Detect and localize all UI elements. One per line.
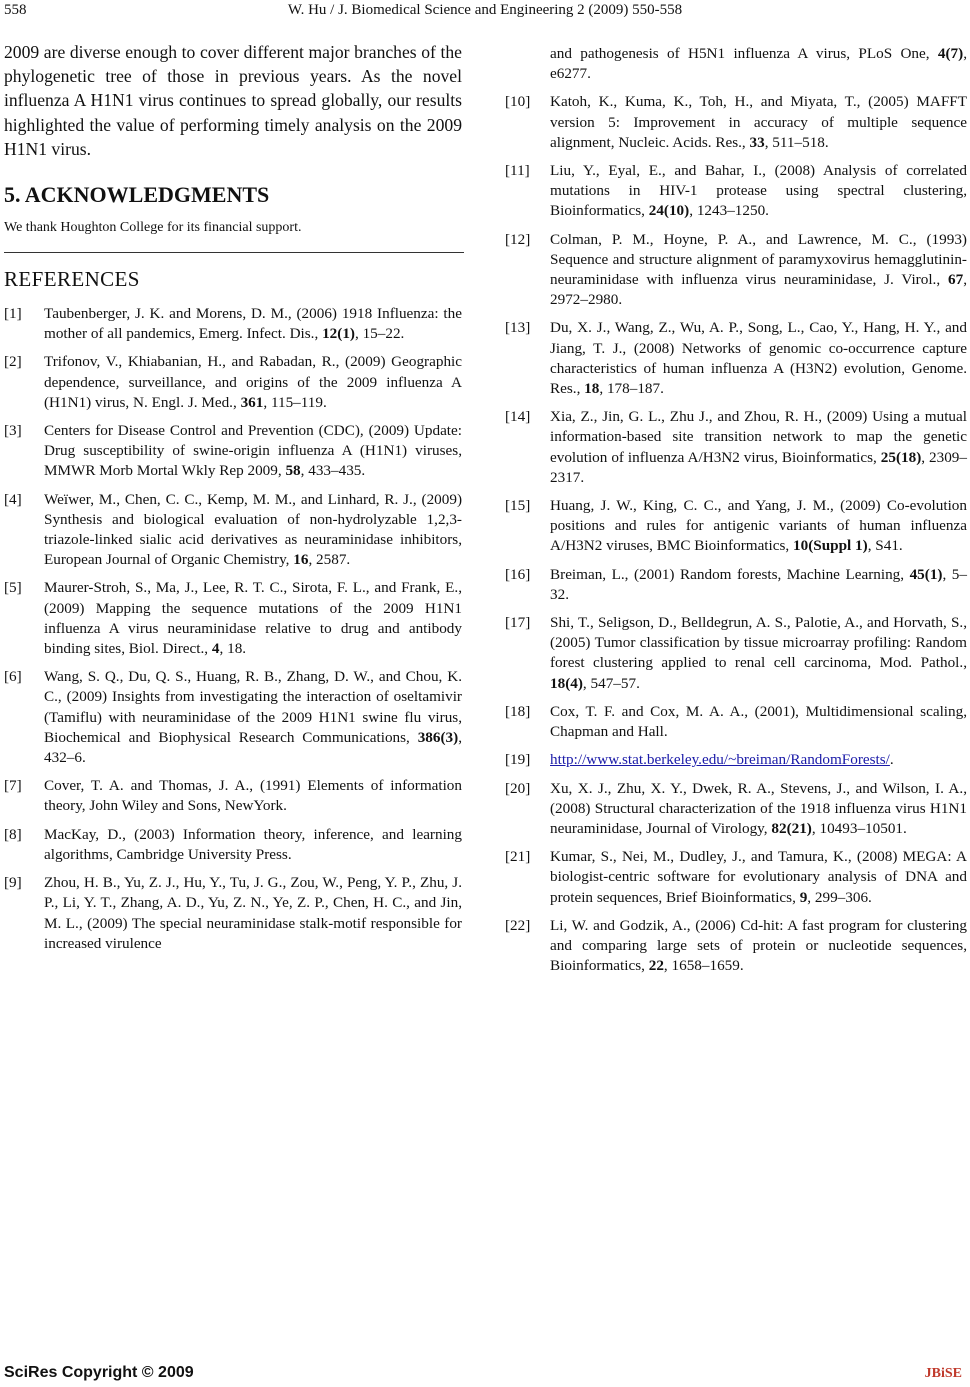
ref-pages: , 18. xyxy=(219,640,247,658)
ref-volume: 12(1) xyxy=(322,325,355,343)
reference-number: [16] xyxy=(505,565,531,583)
ref-pages: , e6277. xyxy=(550,45,967,83)
references-list-left xyxy=(4,304,462,954)
left-column xyxy=(4,40,462,962)
reference-number: [18] xyxy=(505,702,531,720)
ref-volume: 4(7) xyxy=(937,45,964,62)
ref-pages: , 2972–2980. xyxy=(550,271,967,309)
reference-item xyxy=(4,421,462,482)
ref-text: Shi, T., Seligson, D., Belldegrun, A. S., Palotie, A., and Horvath, S., (2005) Tumor classification by tissue microarray profiling: Random forest clustering applied to renal cell carcinoma, Mod. Pathol., xyxy=(550,614,967,672)
ref-pages: , 115–119. xyxy=(263,393,327,411)
page-number: 558 xyxy=(4,2,27,18)
ref-pages: , 511–518. xyxy=(764,133,829,151)
reference-number: [13] xyxy=(505,319,531,337)
reference-link[interactable]: http://www.stat.berkeley.edu/~breiman/RandomForests/ xyxy=(550,751,890,769)
ref-volume: 25(18) xyxy=(880,448,922,466)
reference-item xyxy=(505,407,967,488)
ref-pages: , 2309–2317. xyxy=(550,448,967,486)
ref-text: Weïwer, M., Chen, C. C., Kemp, M. M., and Linhard, R. J., (2009) Synthesis and biological evaluation of non-hydrolyzable 1,2,3-triazole-linked sialic acid derivatives as neuraminidase inhibitors, European Journal of Organic Chemistry, xyxy=(44,490,462,569)
reference-number: [11] xyxy=(505,162,530,180)
ref-text: Trifonov, V., Khiabanian, H., and Rabadan, R., (2009) Geographic dependence, surveillance, and origins of the 2009 influenza A (H1N1) virus, N. Engl. J. Med., xyxy=(44,353,462,411)
ref-volume: 386(3) xyxy=(417,728,459,746)
ref-volume: 18(4) xyxy=(550,674,583,692)
reference-number: [4] xyxy=(4,490,22,508)
ref-pages: , 299–306. xyxy=(807,888,872,906)
reference-number: [8] xyxy=(4,825,22,843)
reference-number: [6] xyxy=(4,668,22,686)
ref-pages: , S41. xyxy=(867,537,903,555)
reference-item xyxy=(505,496,967,557)
ref-volume: 16 xyxy=(293,551,309,569)
reference-item xyxy=(505,565,967,605)
reference-number: [19] xyxy=(505,751,531,769)
reference-number: [17] xyxy=(505,614,531,632)
ref-volume: 67 xyxy=(948,271,964,289)
ref-text: Zhou, H. B., Yu, Z. J., Hu, Y., Tu, J. G., Zou, W., Peng, Y. P., Zhu, J. P., Li, Y. T., Zhang, A. D., Yu, Z. N., Ye, Z. P., Chen, H. C., and Jin, M. L., (2009) The special neuraminidase stalk-motif responsible for increased virulence xyxy=(44,874,462,952)
reference-item xyxy=(505,92,967,153)
reference-item xyxy=(505,613,967,694)
reference-number: [9] xyxy=(4,874,22,892)
reference-item xyxy=(4,578,462,659)
reference-item xyxy=(4,490,462,571)
ref-volume: 24(10) xyxy=(648,202,690,220)
ref-volume: 18 xyxy=(584,380,600,398)
running-title: W. Hu / J. Biomedical Science and Engineering 2 (2009) 550-558 xyxy=(287,2,683,18)
reference-item xyxy=(505,318,967,399)
ref-pages: , 178–187. xyxy=(599,380,664,398)
journal-name: JBiSE xyxy=(924,1366,962,1381)
reference-item xyxy=(4,304,462,344)
ref-pages: , 5–32. xyxy=(550,565,967,603)
ref-volume: 4 xyxy=(211,640,220,658)
reference-number: [10] xyxy=(505,93,531,111)
ref-text: Centers for Disease Control and Prevention (CDC), (2009) Update: Drug susceptibility of swine-origin influenza A (H1N1) viruses, MMWR Morb Mortal Wkly Rep 2009, xyxy=(44,422,462,480)
reference-item xyxy=(4,825,462,865)
ref-text: Breiman, L., (2001) Random forests, Machine Learning, xyxy=(550,565,910,583)
reference-item xyxy=(505,230,967,311)
ref-pages: , 433–435. xyxy=(300,462,366,480)
copyright-notice: SciRes Copyright © 2009 xyxy=(4,1364,194,1381)
ref-pages: , 2587. xyxy=(308,551,351,569)
ref-text: Maurer-Stroh, S., Ma, J., Lee, R. T. C., Sirota, F. L., and Frank, E., (2009) Mapping the sequence mutations of the 2009 H1N1 influenza A virus neuraminidase relative to drug and antibody binding sites, Biol. Direct., xyxy=(44,579,462,658)
ref-volume: 10(Suppl 1) xyxy=(793,537,868,555)
ref-pages: , 1658–1659. xyxy=(663,957,744,975)
ref-pages: , 432–6. xyxy=(44,728,462,767)
running-header xyxy=(0,2,970,22)
right-column xyxy=(505,44,967,984)
ref-pages: , 15–22. xyxy=(354,325,405,343)
ref-pages: . xyxy=(889,751,894,769)
ref-text: Cover, T. A. and Thomas, J. A., (1991) Elements of information theory, John Wiley and Sons, NewYork. xyxy=(44,777,462,815)
ref-text: MacKay, D., (2003) Information theory, inference, and learning algorithms, Cambridge University Press. xyxy=(44,825,462,863)
ref-text: and pathogenesis of H5N1 influenza A virus, PLoS One, xyxy=(550,45,938,62)
ref-volume: 9 xyxy=(799,888,808,906)
reference-number: [1] xyxy=(4,305,22,323)
reference-number: [12] xyxy=(505,230,531,248)
ref-pages: , 547–57. xyxy=(582,674,640,692)
ref-text: Li, W. and Godzik, A., (2006) Cd-hit: A fast program for clustering and comparing large sets of protein or nucleotide sequences, Bioinformatics, xyxy=(550,916,967,975)
reference-number: [2] xyxy=(4,353,22,371)
ref-text: Katoh, K., Kuma, K., Toh, H., and Miyata, T., (2005) MAFFT version 5: Improvement in accuracy of multiple sequence alignment, Nucleic. Acids. Res., xyxy=(550,93,967,151)
intro-paragraph: 2009 are diverse enough to cover different major branches of the phylogenetic tree of those in previous years. As the novel influenza A H1N1 virus continues to spread globally, our results highlighted the value of performing timely analysis on the 2009 H1N1 virus. xyxy=(4,42,462,159)
reference-number: [22] xyxy=(505,916,531,934)
reference-item xyxy=(505,779,967,840)
ref-text: Liu, Y., Eyal, E., and Bahar, I., (2008) Analysis of correlated mutations in HIV-1 protease using spectral clustering, Bioinformatics, xyxy=(550,162,967,220)
reference-number: [14] xyxy=(505,408,531,426)
ref-text: Cox, T. F. and Cox, M. A. A., (2001), Multidimensional scaling, Chapman and Hall. xyxy=(550,702,967,741)
ref-text: Xu, X. J., Zhu, X. Y., Dwek, R. A., Stevens, J., and Wilson, I. A., (2008) Structural characterization of the 1918 influenza virus H1N1 neuraminidase, Journal of Virology, xyxy=(550,779,967,837)
acknowledgments-text: We thank Houghton College for its financial support. xyxy=(4,220,302,236)
ref-text: Huang, J. W., King, C. C., and Yang, J. M., (2009) Co-evolution positions and rules for antigenic variants of human influenza A/H3N2 viruses, BMC Bioinformatics, xyxy=(550,497,967,555)
reference-number: [3] xyxy=(4,422,22,440)
reference-number: [15] xyxy=(505,497,531,515)
reference-item xyxy=(505,702,967,742)
section-divider xyxy=(4,252,464,253)
ref-volume: 33 xyxy=(749,133,765,151)
reference-item xyxy=(505,750,967,770)
ref-volume: 361 xyxy=(240,393,264,411)
reference-number: [21] xyxy=(505,848,531,866)
reference-number: [5] xyxy=(4,579,22,597)
ref-text: Xia, Z., Jin, G. L., Zhu J., and Zhou, R. H., (2009) Using a mutual information-based site transition network to map the genetic evolution of influenza A/H3N2 virus, Bioinformatics, xyxy=(550,408,967,466)
reference-number: [7] xyxy=(4,777,22,795)
reference-item xyxy=(4,667,462,768)
ref-text: Wang, S. Q., Du, Q. S., Huang, R. B., Zhang, D. W., and Chou, K. C., (2009) Insights from investigating the interaction of oseltamivir (Tamiflu) with neuraminidase of the 2009 H1N1 swine flu virus, Biochemical and Biophysical Research Communications, xyxy=(44,668,462,746)
reference-item xyxy=(505,916,967,977)
references-title: REFERENCES xyxy=(4,267,140,292)
ref-volume: 58 xyxy=(285,462,301,480)
ref-text: Colman, P. M., Hoyne, P. A., and Lawrence, M. C., (1993) Sequence and structure alignment of paramyxovirus hemagglutinin-neuraminidase with influenza virus neuraminidase, J. Virol., xyxy=(550,230,967,289)
reference-item xyxy=(505,161,967,222)
page-footer xyxy=(0,1364,970,1386)
ref-volume: 45(1) xyxy=(909,565,943,583)
reference-item xyxy=(4,352,462,413)
reference-9-continuation xyxy=(505,44,967,84)
ref-volume: 82(21) xyxy=(771,819,812,837)
ref-pages: , 1243–1250. xyxy=(689,202,769,220)
reference-number: [20] xyxy=(505,779,531,797)
ref-text: Du, X. J., Wang, Z., Wu, A. P., Song, L., Cao, Y., Hang, H. Y., and Jiang, T. J., (2008) Networks of genomic co-occurrence capture characteristics of human influenza A (H3N2) evolution, Genome. Res., xyxy=(550,319,967,398)
references-list-right xyxy=(505,92,967,976)
ref-pages: , 10493–10501. xyxy=(811,819,907,837)
reference-item xyxy=(4,873,462,954)
ref-text: Taubenberger, J. K. and Morens, D. M., (2006) 1918 Influenza: the mother of all pandemics, Emerg. Infect. Dis., xyxy=(44,305,462,343)
reference-item xyxy=(4,776,462,816)
reference-item xyxy=(505,847,967,908)
acknowledgments-title: 5. ACKNOWLEDGMENTS xyxy=(4,182,270,208)
ref-text: Kumar, S., Nei, M., Dudley, J., and Tamura, K., (2008) MEGA: A biologist-centric software for evolutionary analysis of DNA and protein sequences, Brief Bioinformatics, xyxy=(550,848,967,906)
ref-volume: 22 xyxy=(648,957,664,975)
